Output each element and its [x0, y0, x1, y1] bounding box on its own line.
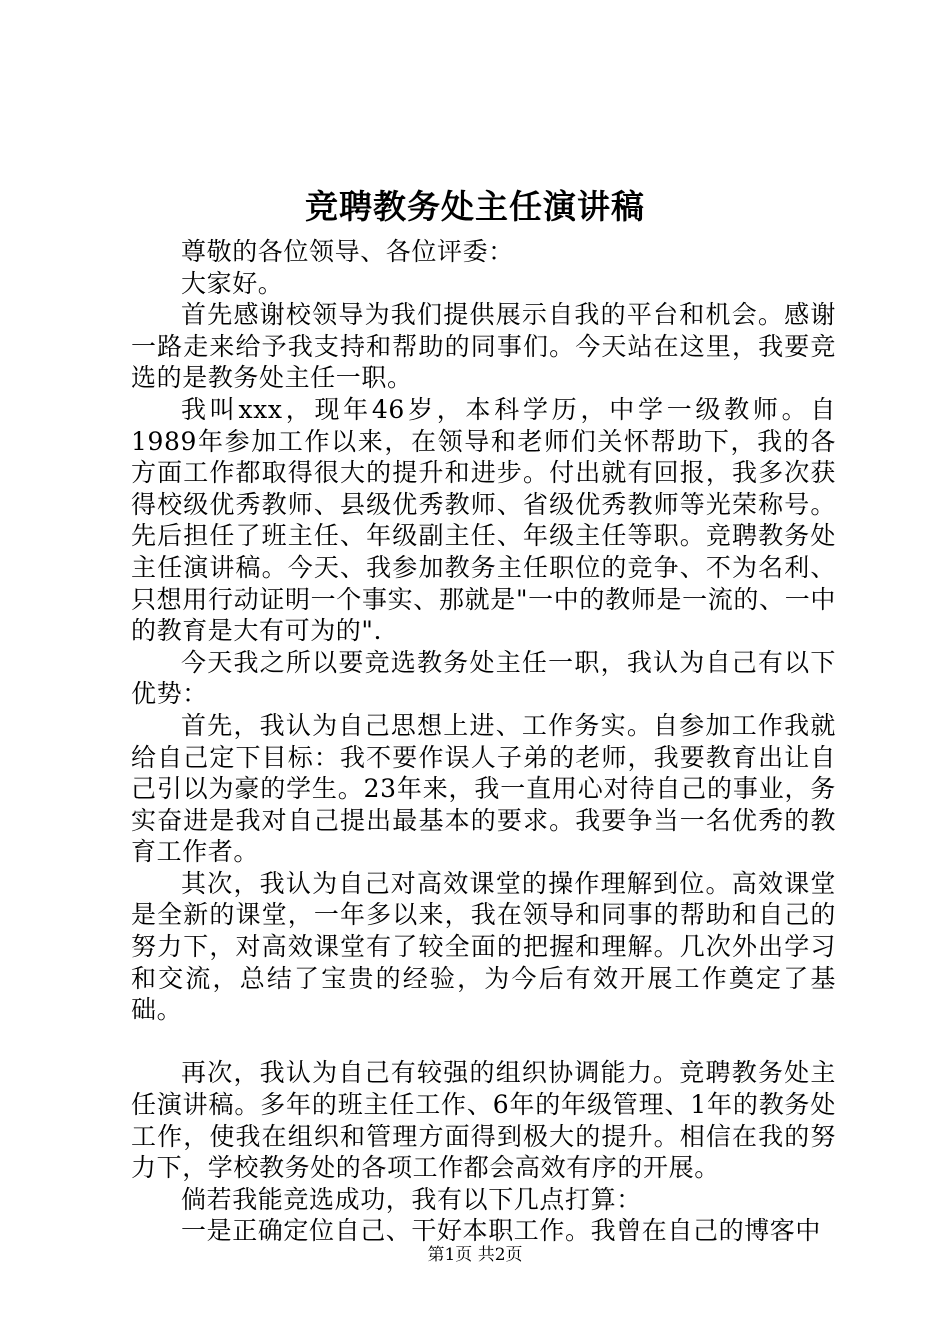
- document-title: 竞聘教务处主任演讲稿: [305, 187, 645, 226]
- advantages-intro-paragraph: 今天我之所以要竞选教务处主任一职，我认为自己有以下优势：: [131, 647, 836, 709]
- self-introduction-paragraph: 我叫xxx，现年46岁，本科学历，中学一级教师。自1989年参加工作以来，在领导和老师们关怀帮助下，我的各方面工作都取得很大的提升和进步。付出就有回报，我多次获得校级优秀教师、县级优秀教师、省级优秀教师等光荣称号。先后担任了班主任、年级副主任、年级主任等职。竞聘教务处主任演讲稿。今天、我参加教务主任职位的竞争、不为名利、只想用行动证明一个事实、那就是"一中的教师是一流的、一中的教育是大有可为的".: [131, 394, 836, 646]
- first-plan-paragraph: 一是正确定位自己、干好本职工作。我曾在自己的博客中: [181, 1216, 822, 1246]
- second-advantage-paragraph: 其次，我认为自己对高效课堂的操作理解到位。高效课堂是全新的课堂，一年多以来，我在领导和同事的帮助和自己的努力下，对高效课堂有了较全面的把握和理解。几次外出学习和交流，总结了宝贵的经验，为今后有效开展工作奠定了基础。: [131, 868, 836, 1025]
- document-body: [131, 236, 836, 1247]
- greeting-paragraph: 尊敬的各位领导、各位评委：: [181, 237, 514, 266]
- third-advantage-paragraph: 再次，我认为自己有较强的组织协调能力。竞聘教务处主任演讲稿。多年的班主任工作、6年的年级管理、1年的教务处工作，使我在组织和管理方面得到极大的提升。相信在我的努力下，学校教务处的各项工作都会高效有序的开展。: [131, 1058, 836, 1183]
- thanks-paragraph: 首先感谢校领导为我们提供展示自我的平台和机会。感谢一路走来给予我支持和帮助的同事们。今天站在这里，我要竞选的是教务处主任一职。: [131, 300, 836, 393]
- salutation-paragraph: 大家好。: [181, 268, 284, 298]
- first-advantage-paragraph: 首先，我认为自己思想上进、工作务实。自参加工作我就给自己定下目标：我不要作误人子弟的老师，我要教育出让自己引以为豪的学生。23年来，我一直用心对待自己的事业，务实奋进是我对自己提出最基本的要求。我要争当一名优秀的教育工作者。: [131, 710, 836, 867]
- plans-intro-paragraph: 倘若我能竞选成功，我有以下几点打算：: [181, 1184, 642, 1214]
- page-footer: 第1页 共2页: [427, 1245, 523, 1265]
